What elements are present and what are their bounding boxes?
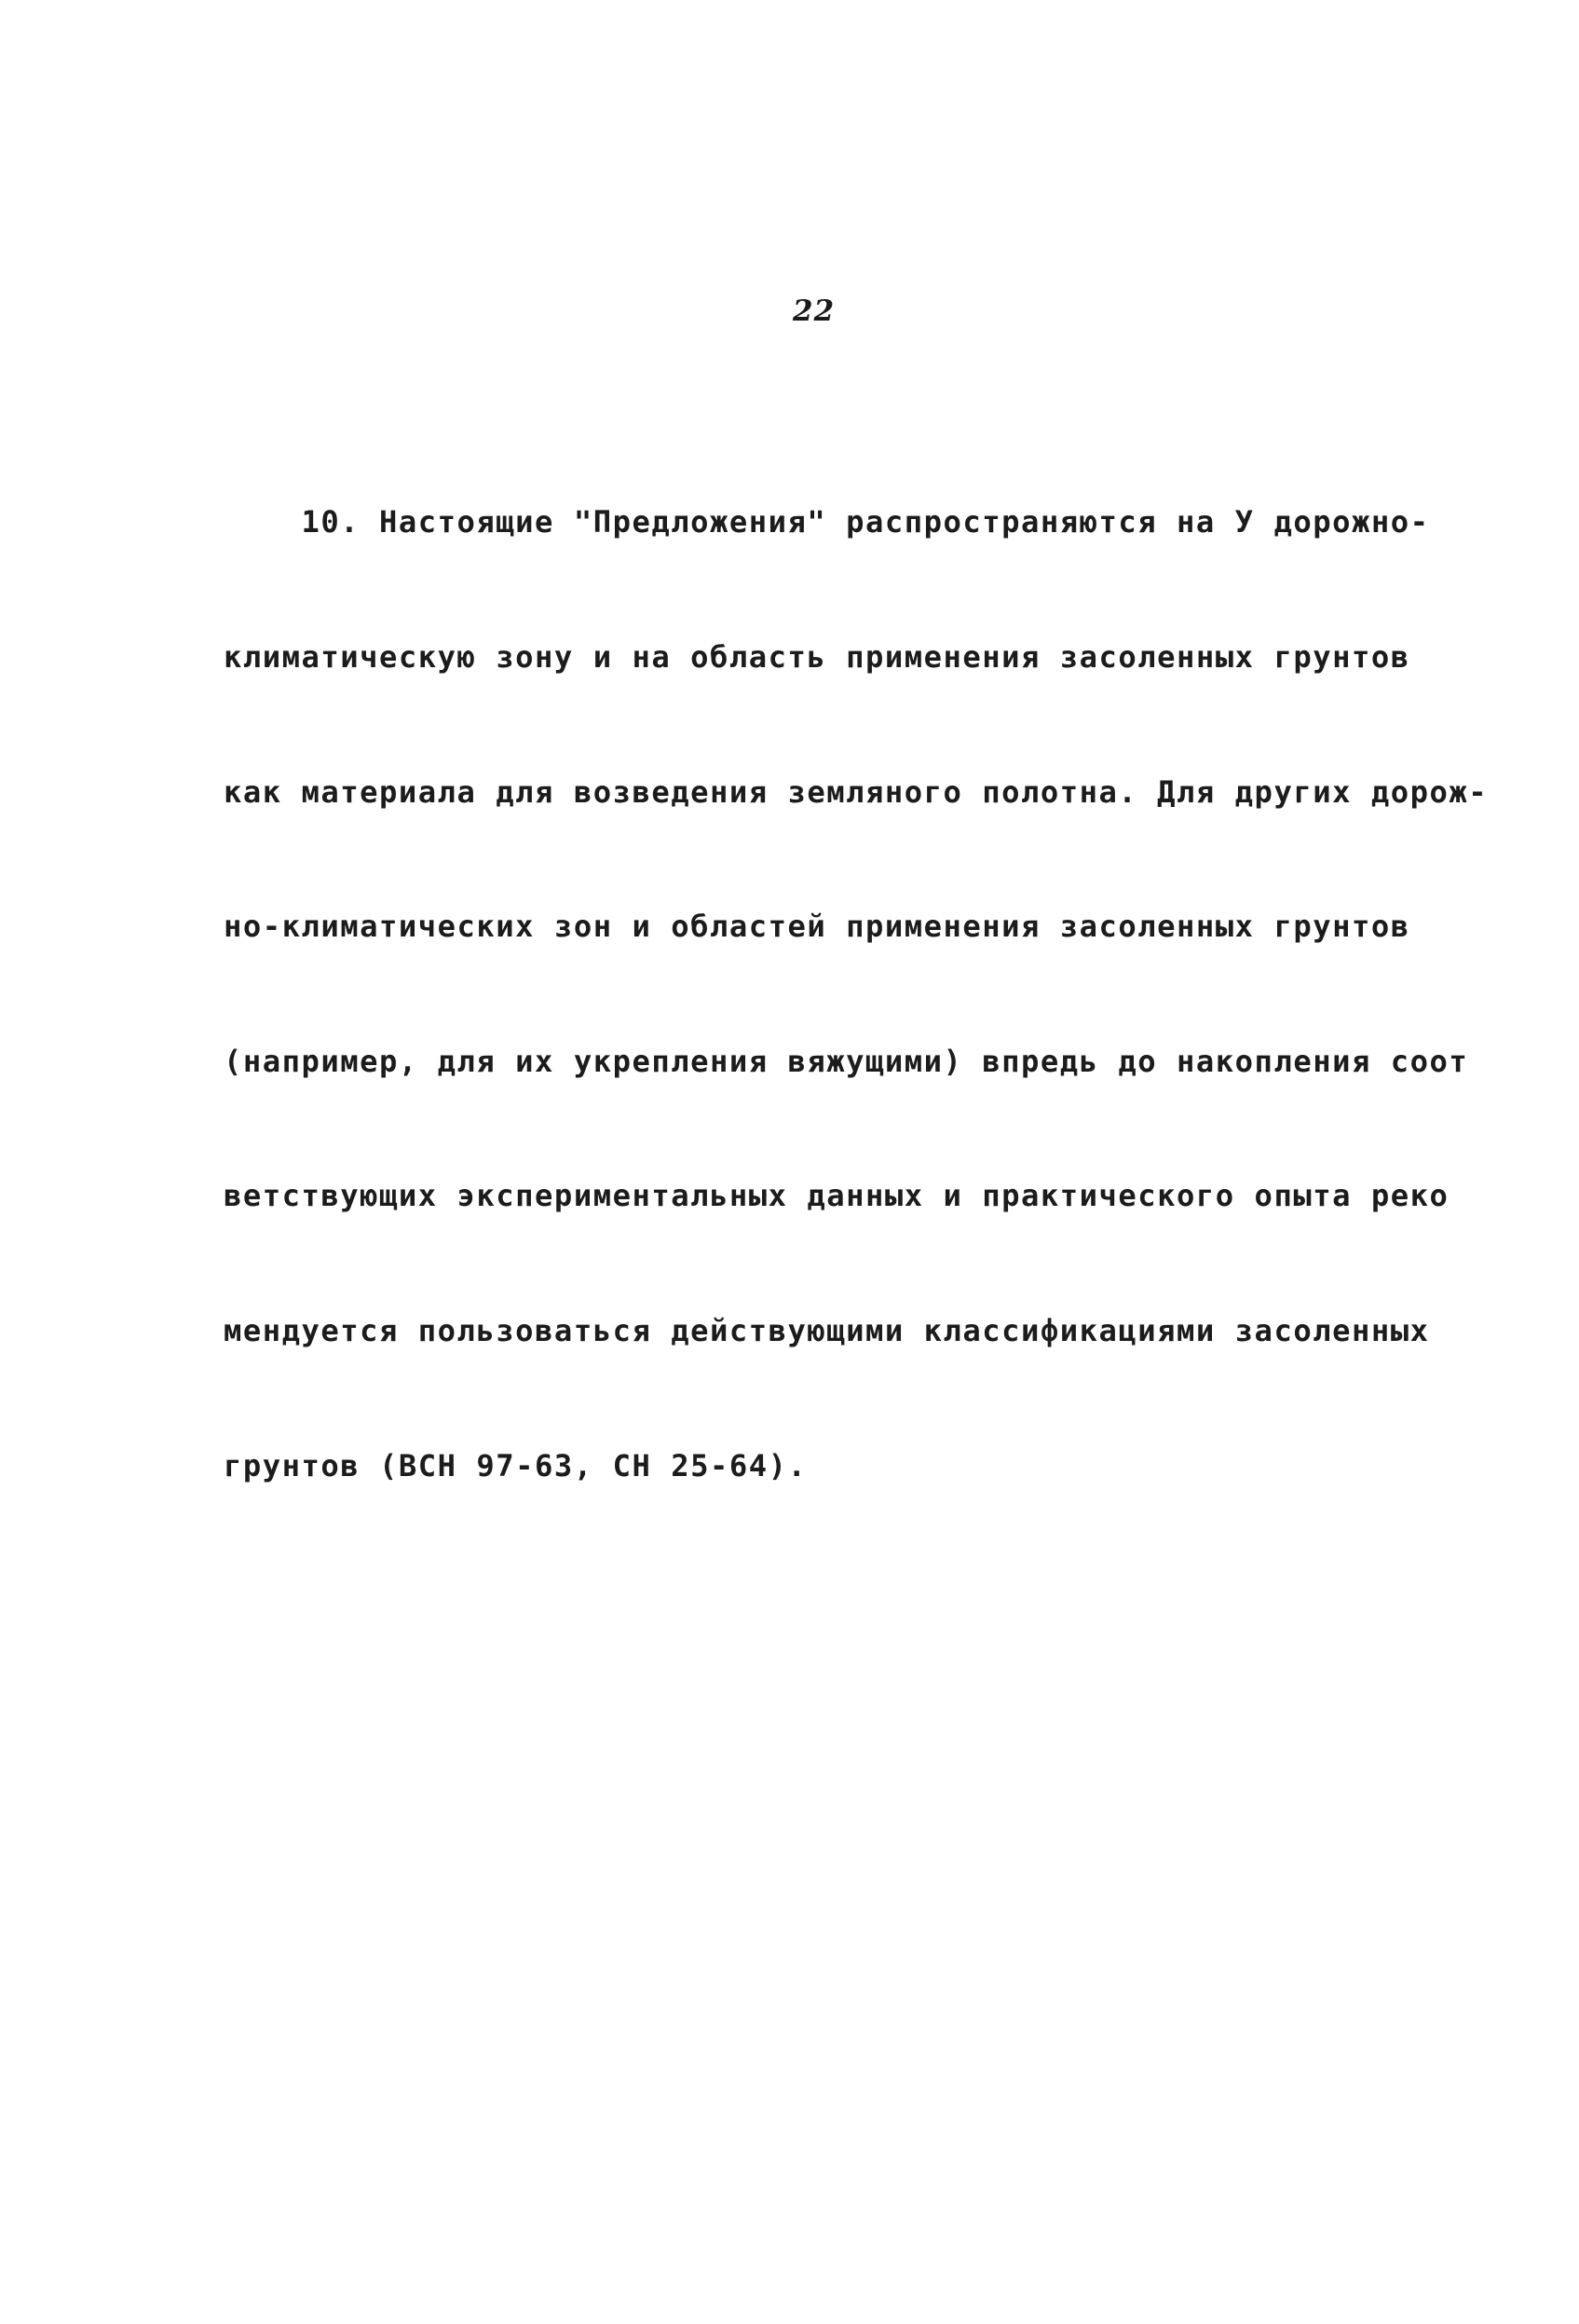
paragraph-line: но-климатических зон и областей применения засоленных грунтов	[224, 909, 1410, 945]
paragraph-line: климатическую зону и на область применения засоленных грунтов	[224, 639, 1410, 675]
paragraph-line: (например, для их укрепления вяжущими) впредь до накопления соот	[224, 1043, 1469, 1079]
paragraph-line: грунтов (ВСН 97-63, СН 25-64).	[224, 1447, 808, 1483]
paragraph-line: как материала для возведения земляного полотна. Для других дорож-	[224, 773, 1489, 810]
paragraph-10	[224, 410, 1489, 1578]
paragraph-line: ветствующих экспериментальных данных и практического опыта реко	[224, 1178, 1450, 1214]
page-number: 22	[793, 294, 836, 328]
paragraph-line: 10. Настоящие "Предложения" распространяются на У дорожно-	[224, 504, 1430, 540]
paragraph-line: мендуется пользоваться действующими классификациями засоленных	[224, 1312, 1430, 1348]
